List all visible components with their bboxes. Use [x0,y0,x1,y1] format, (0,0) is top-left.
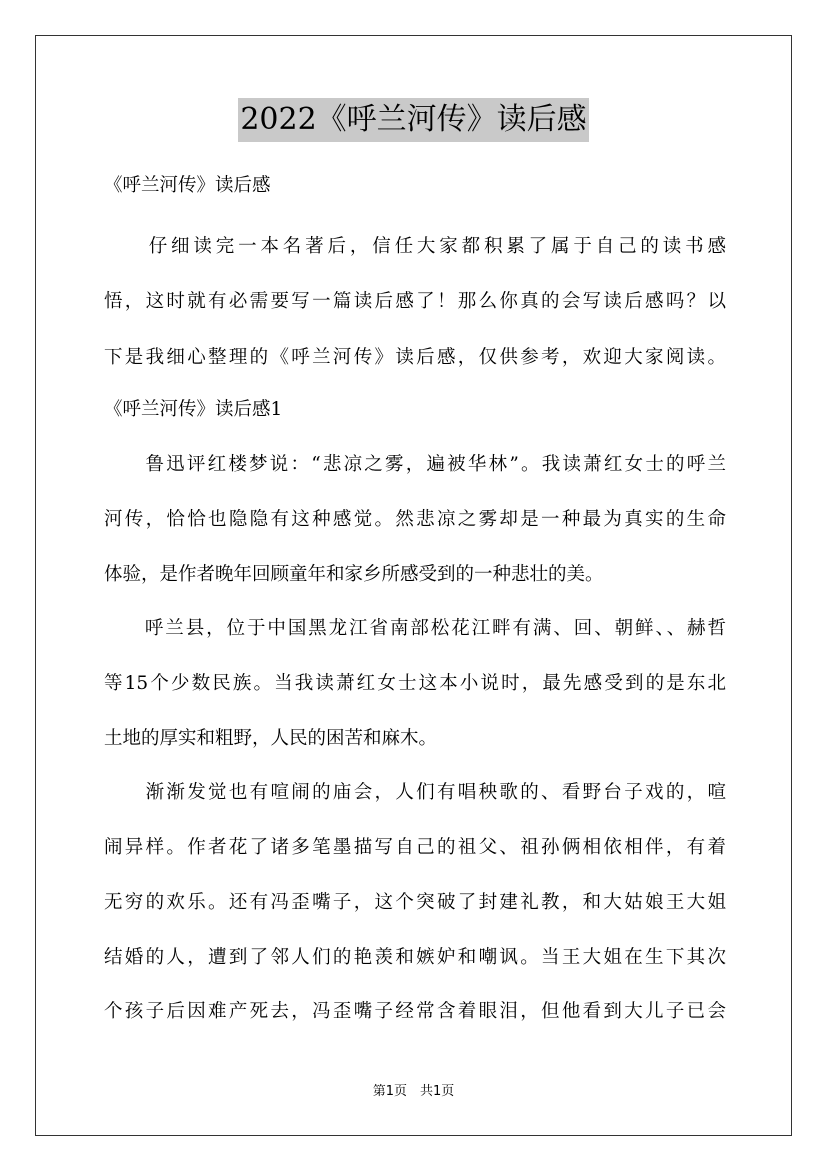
document-title: 2022《呼兰河传》读后感 [238,98,588,142]
paragraph-line: 下是我细心整理的《呼兰河传》读后感，仅供参考，欢迎大家阅读。 [104,347,726,368]
paragraph-line: 土地的厚实和粗野，人民的困苦和麻木。 [104,728,438,749]
paragraph-line: 体验，是作者晚年回顾童年和家乡所感受到的一种悲壮的美。 [104,564,604,585]
paragraph-line: 河传，恰恰也隐隐有这种感觉。然悲凉之雾却是一种最为真实的生命 [104,509,726,530]
paragraph-line: 等15个少数民族。当我读萧红女士这本小说时，最先感受到的是东北 [104,673,726,694]
page-footer: 第1页 共1页 [372,1084,455,1099]
title-wrap [0,98,827,142]
paragraph-line: 闹异样。作者花了诸多笔墨描写自己的祖父、祖孙俩相依相伴，有着 [104,837,726,858]
paragraph-line: 个孩子后因难产死去，冯歪嘴子经常含着眼泪，但他看到大儿子已会 [104,1001,726,1022]
paragraph-line: 仔细读完一本名著后，信任大家都积累了属于自己的读书感 [104,236,726,257]
subtitle-line: 《呼兰河传》读后感 [104,175,271,196]
paragraph-line: 无穷的欢乐。还有冯歪嘴子，这个突破了封建礼教，和大姑娘王大姐 [104,892,726,913]
paragraph-line: 鲁迅评红楼梦说：“悲凉之雾，遍被华林”。我读萧红女士的呼兰 [104,454,726,475]
paragraph-line: 悟，这时就有必需要写一篇读后感了！那么你真的会写读后感吗？以 [104,291,726,312]
paragraph-line: 渐渐发觉也有喧闹的庙会，人们有唱秧歌的、看野台子戏的，喧 [104,782,726,803]
paragraph-line: 呼兰县，位于中国黑龙江省南部松花江畔有满、回、朝鲜、、赫哲 [104,618,726,639]
paragraph-line: 结婚的人，遭到了邻人们的艳羡和嫉妒和嘲讽。当王大姐在生下其次 [104,947,726,968]
section-heading: 《呼兰河传》读后感1 [104,399,283,420]
